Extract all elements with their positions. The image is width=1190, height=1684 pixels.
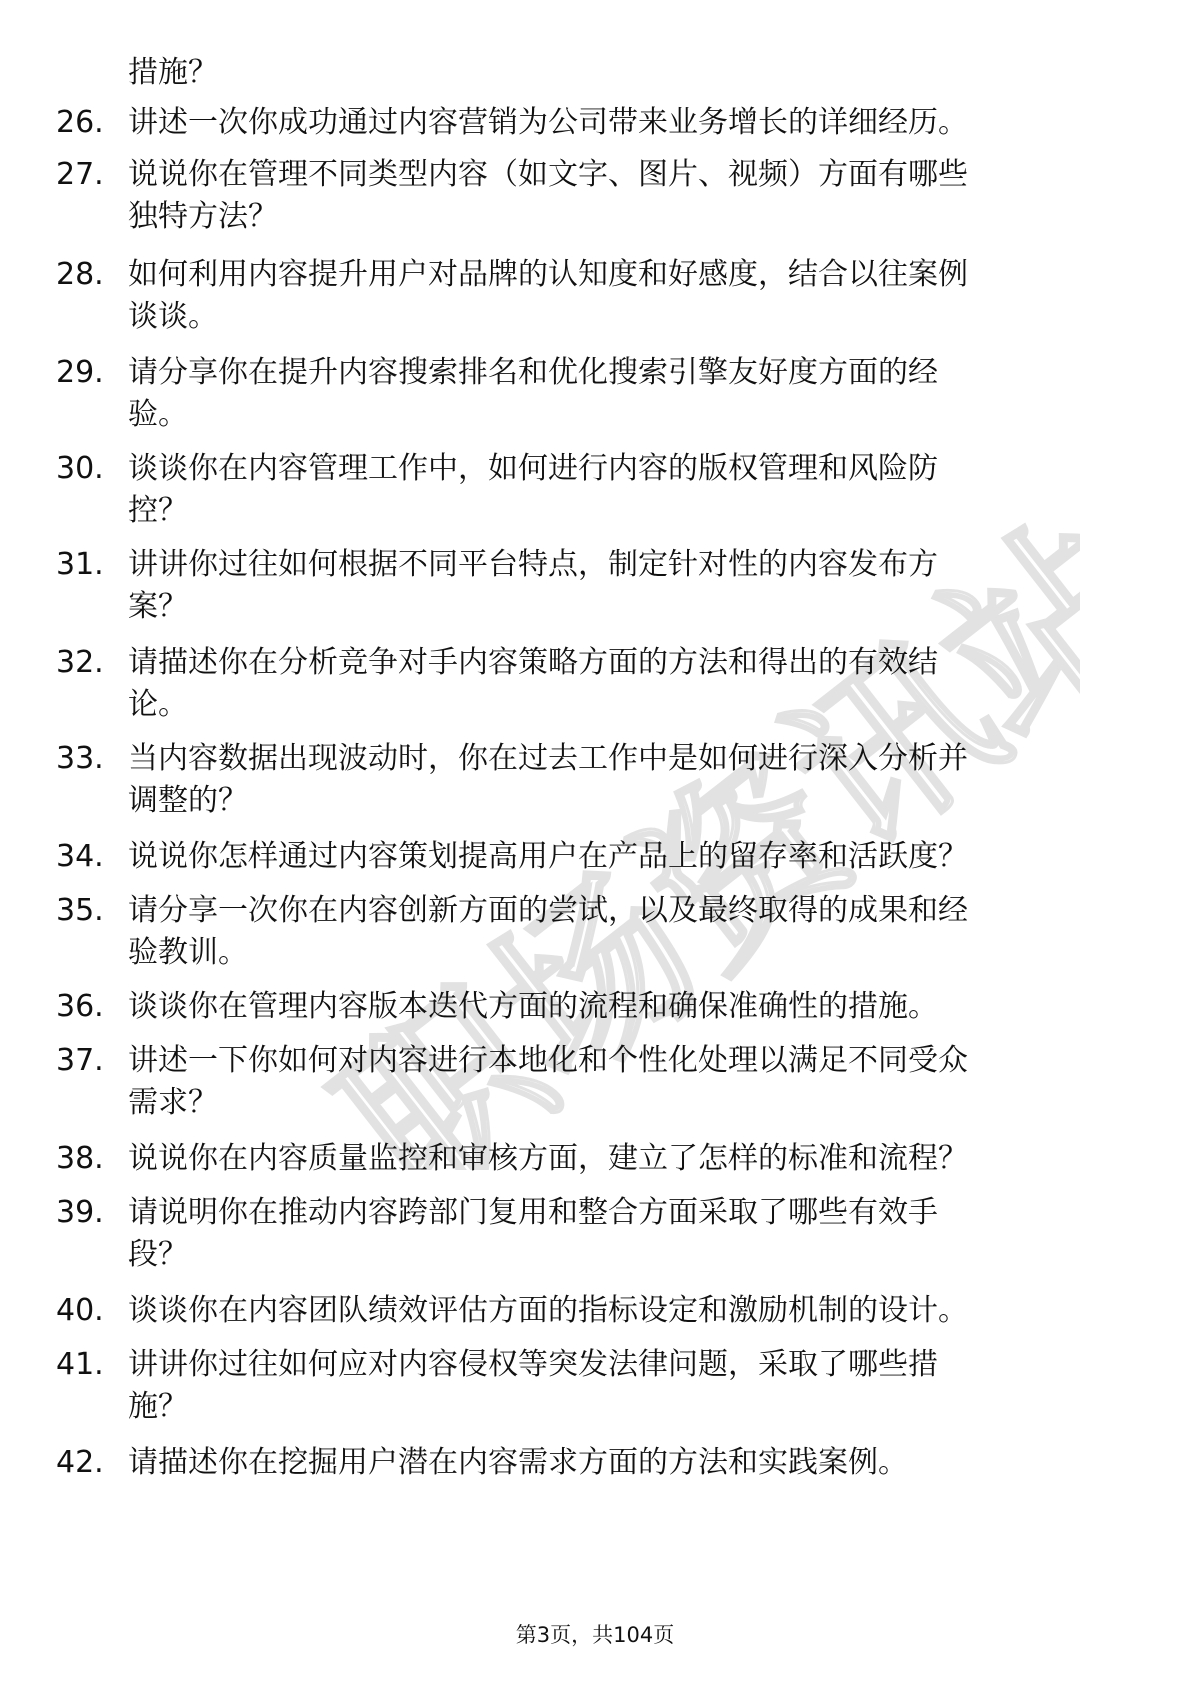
question-text-line: 谈谈。 [128,299,218,334]
question-text-line: 说说你在管理不同类型内容（如文字、图片、视频）方面有哪些 [128,157,968,192]
question-text-line: 谈谈你在内容团队绩效评估方面的指标设定和激励机制的设计。 [128,1293,968,1328]
question-text-line: 讲述一次你成功通过内容营销为公司带来业务增长的详细经历。 [128,105,968,140]
question-number: 29. [56,355,104,390]
question-text-line: 请分享你在提升内容搜索排名和优化搜索引擎友好度方面的经 [128,355,938,390]
question-text [128,1040,1128,1124]
continuation-line: 措施？ [128,55,218,90]
question-text-line: 施？ [128,1389,188,1424]
question-number: 31. [56,547,104,582]
question-text-line: 案？ [128,589,188,624]
question-text-line: 说说你怎样通过内容策划提高用户在产品上的留存率和活跃度？ [128,839,968,874]
question-text [128,1192,1128,1276]
question-text-line: 验教训。 [128,935,248,970]
question-text [128,352,1128,436]
question-number: 34. [56,839,104,874]
page-footer: 第3页，共104页 [515,1623,675,1647]
question-number: 33. [56,741,104,776]
question-text-line: 论。 [128,687,188,722]
question-number: 42. [56,1445,104,1480]
question-text-line: 请说明你在推动内容跨部门复用和整合方面采取了哪些有效手 [128,1195,938,1230]
question-text [128,738,1128,822]
question-number: 32. [56,645,104,680]
question-text-line: 讲讲你过往如何根据不同平台特点，制定针对性的内容发布方 [128,547,938,582]
question-number: 40. [56,1293,104,1328]
question-text [128,1138,1128,1180]
question-number: 36. [56,989,104,1024]
question-text [128,448,1128,532]
question-text-line: 请分享一次你在内容创新方面的尝试，以及最终取得的成果和经 [128,893,968,928]
question-text [128,1442,1128,1484]
question-text-line: 谈谈你在内容管理工作中，如何进行内容的版权管理和风险防 [128,451,938,486]
question-text [128,642,1128,726]
question-text [128,154,1128,238]
question-text [128,1290,1128,1332]
question-text [128,102,1128,144]
question-text-line: 验。 [128,397,188,432]
question-text-line: 谈谈你在管理内容版本迭代方面的流程和确保准确性的措施。 [128,989,938,1024]
question-text-line: 需求？ [128,1085,218,1120]
question-number: 38. [56,1141,104,1176]
question-text [128,836,1128,878]
question-text-line: 请描述你在挖掘用户潜在内容需求方面的方法和实践案例。 [128,1445,908,1480]
question-number: 39. [56,1195,104,1230]
question-number: 37. [56,1043,104,1078]
question-number: 26. [56,105,104,140]
question-text [128,254,1128,338]
question-text-line: 调整的？ [128,783,248,818]
question-number: 28. [56,257,104,292]
question-text-line: 说说你在内容质量监控和审核方面，建立了怎样的标准和流程？ [128,1141,968,1176]
question-text-line: 当内容数据出现波动时，你在过去工作中是如何进行深入分析并 [128,741,968,776]
question-text [128,890,1128,974]
question-number: 35. [56,893,104,928]
question-text-line: 独特方法？ [128,199,278,234]
question-text-line: 段？ [128,1237,188,1272]
question-text-line: 讲讲你过往如何应对内容侵权等突发法律问题，采取了哪些措 [128,1347,938,1382]
question-text [128,986,1128,1028]
question-number: 41. [56,1347,104,1382]
question-number: 30. [56,451,104,486]
question-text-line: 如何利用内容提升用户对品牌的认知度和好感度，结合以往案例 [128,257,968,292]
watermark-text: 职场资讯站 [303,482,1080,1170]
question-text-line: 讲述一下你如何对内容进行本地化和个性化处理以满足不同受众 [128,1043,968,1078]
question-text [128,1344,1128,1428]
question-number: 27. [56,157,104,192]
question-text [128,544,1128,628]
question-text-line: 请描述你在分析竞争对手内容策略方面的方法和得出的有效结 [128,645,938,680]
question-text-line: 控？ [128,493,188,528]
